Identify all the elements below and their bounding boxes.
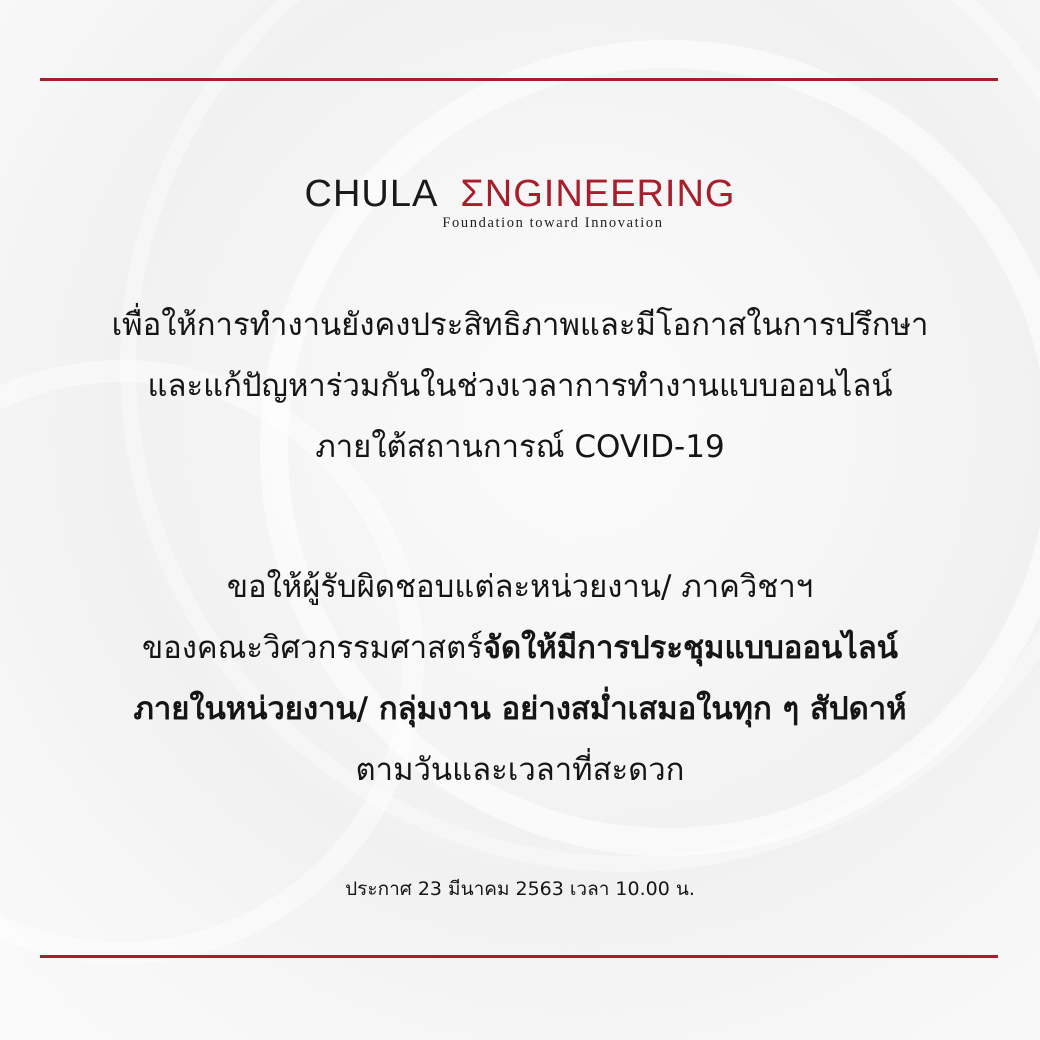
intro-paragraph bbox=[0, 295, 1040, 478]
logo-engineering-text: ƩNGINEERING bbox=[460, 173, 736, 215]
request-line-1: ขอให้ผู้รับผิดชอบแต่ละหน่วยงาน/ ภาควิชาฯ bbox=[226, 569, 814, 605]
bottom-divider bbox=[40, 955, 998, 958]
request-line-2 bbox=[0, 618, 1040, 679]
top-divider bbox=[40, 78, 998, 81]
request-paragraph bbox=[0, 557, 1040, 801]
chula-engineering-logo bbox=[0, 172, 1040, 232]
logo-chula-text: CHULA bbox=[304, 173, 439, 215]
request-line-2-regular: ของคณะวิศวกรรมศาสตร์ bbox=[141, 630, 483, 666]
logo-tagline: Foundation toward Innovation bbox=[442, 215, 664, 231]
request-line-2-bold: จัดให้มีการประชุมแบบออนไลน์ bbox=[482, 630, 898, 666]
logo-wordmark bbox=[0, 172, 1040, 216]
intro-line-3: ภายใต้สถานการณ์ COVID-19 bbox=[315, 429, 725, 465]
intro-line-1: เพื่อให้การทำงานยังคงประสิทธิภาพและมีโอกาสในการปรึกษา bbox=[111, 307, 929, 343]
request-line-4: ตามวันและเวลาที่สะดวก bbox=[355, 752, 685, 788]
intro-line-2: และแก้ปัญหาร่วมกันในช่วงเวลาการทำงานแบบออนไลน์ bbox=[147, 368, 893, 404]
announcement-date: ประกาศ 23 มีนาคม 2563 เวลา 10.00 น. bbox=[345, 878, 695, 900]
request-line-3: ภายในหน่วยงาน/ กลุ่มงาน อย่างสม่ำเสมอในทุก ๆ สัปดาห์ bbox=[133, 691, 907, 727]
